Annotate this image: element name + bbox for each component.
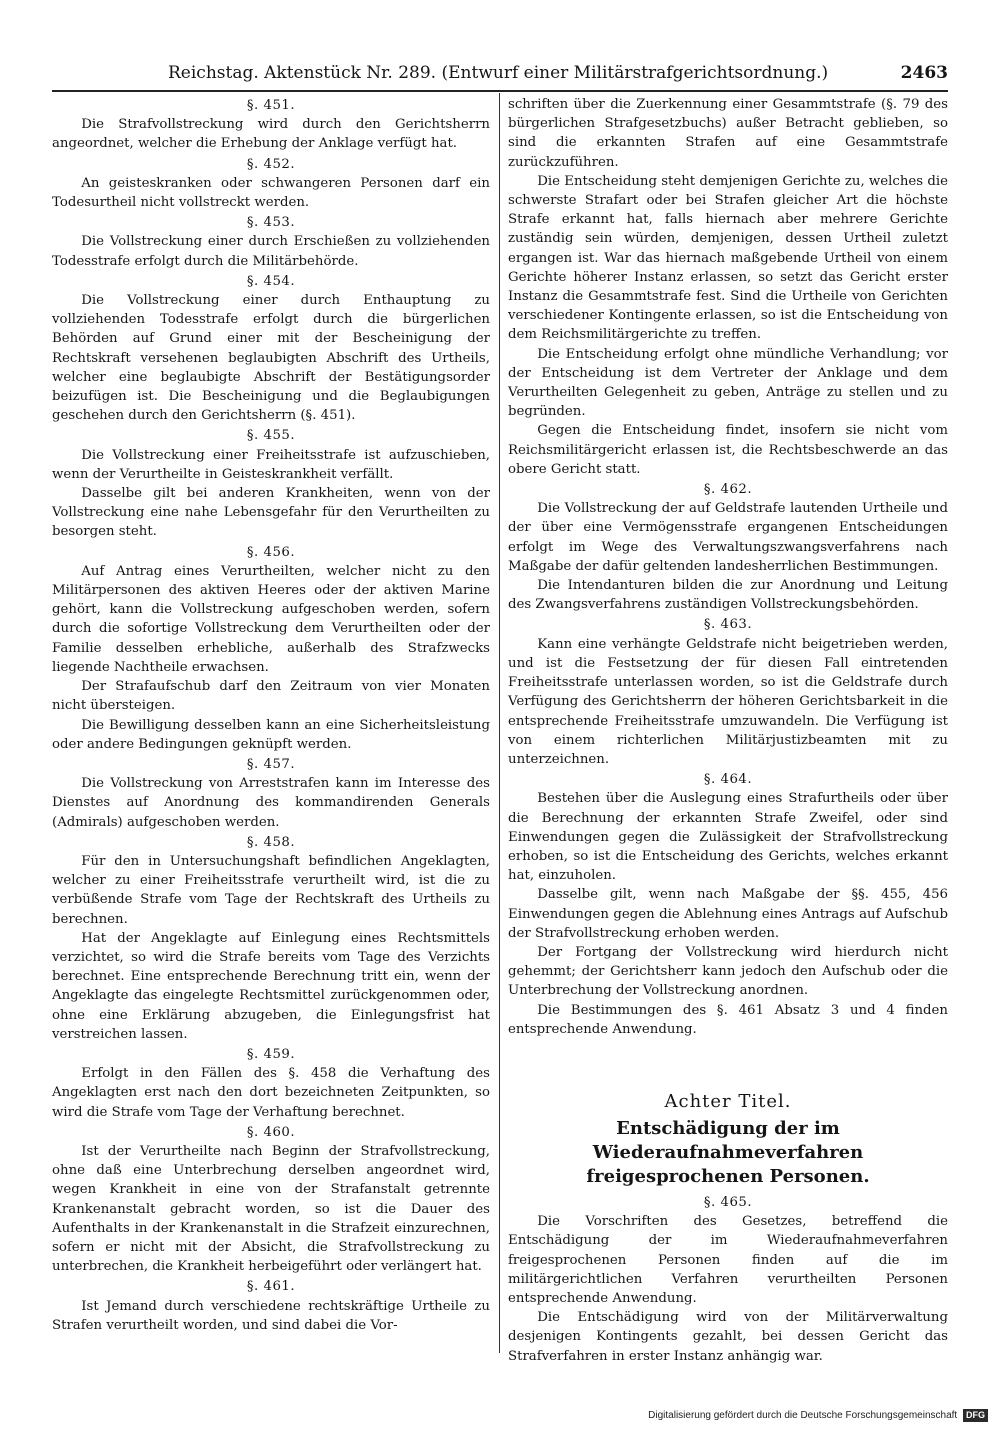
section-heading-458: §. 458. [246, 834, 296, 850]
dfg-logo: DFG [963, 1409, 988, 1422]
paragraph: Gegen die Entscheidung findet, insofern sie nicht vom Reichsmilitärgericht erlassen ist, die Rechtsbeschwerde an das obere Gericht statt. [508, 423, 948, 477]
section-heading-453: §. 453. [246, 215, 296, 231]
paragraph: Auf Antrag eines Verurtheilten, welcher nicht zu den Militärpersonen des aktiven Heeres oder der aktiven Marine gehört, kann die Vollstreckung aufgeschoben werden, sofern durch die sofortige Vollstreckung dem Verurtheilten oder der Familie desselben erhebliche, außerhalb des Strafzwecks liegende Nachtheile erwachsen. [52, 563, 490, 675]
paragraph: Ist Jemand durch verschiedene rechtskräftige Urtheile zu Strafen verurtheilt worden, und sind dabei die Vor- [52, 1298, 490, 1333]
title-heading: Entschädigung der im Wiederaufnahmeverfahren freigesprochenen Personen. [586, 1117, 870, 1187]
section-heading-464: §. 464. [703, 772, 753, 788]
section-heading-460: §. 460. [246, 1124, 296, 1140]
paragraph: Die Vollstreckung einer Freiheitsstrafe ist aufzuschieben, wenn der Verurtheilte in Geisteskrankheit verfällt. [52, 447, 490, 482]
paragraph: Die Strafvollstreckung wird durch den Gerichtsherrn angeordnet, welcher die Erhebung der Anklage verfügt hat. [52, 117, 490, 152]
section-heading-457: §. 457. [246, 756, 296, 772]
section-heading-451: §. 451. [246, 98, 296, 113]
paragraph: Kann eine verhängte Geldstrafe nicht beigetrieben werden, und ist die Festsetzung der für diesen Fall eintretenden Freiheitsstrafe unterlassen worden, so ist die Geldstrafe durch Verfügung des Gerichtsherrn der höheren Gerichtsbarkeit in die entsprechende Freiheitsstrafe umzuwandeln. Die Verfügung ist von einem richterlichen Militärjustizbeamten mit zu unterzeichnen. [508, 636, 948, 767]
left-column [52, 95, 490, 1335]
paragraph: Die Entscheidung steht demjenigen Gerichte zu, welches die schwerste Strafart oder bei Strafen gleicher Art die höchste Strafe erkannt hat, falls hiernach aber mehrere Gerichte zuständig sein würden, demjenigen, dessen Urtheil zuletzt ergangen ist. War das hiernach maßgebende Urtheil von einem Gerichte höherer Instanz erlassen, so setzt das Gericht erster Instanz die Gesammtstrafe fest. Sind die Urtheile von Gerichten verschiedener Kontingente erlassen, so ist die Entscheidung von dem Reichsmilitärgerichte zu treffen. [508, 173, 948, 343]
paragraph: Die Bewilligung desselben kann an eine Sicherheitsleistung oder andere Bedingungen geknüpft werden. [52, 717, 490, 752]
section-heading-465: §. 465. [703, 1194, 753, 1210]
section-heading-456: §. 456. [246, 544, 296, 560]
running-title: Reichstag. Aktenstück Nr. 289. (Entwurf einer Militärstrafgerichtsordnung.) [168, 63, 829, 83]
paragraph: Die Entscheidung erfolgt ohne mündliche Verhandlung; vor der Entscheidung ist dem Vertreter der Anklage und dem Verurtheilten Gelegenheit zu geben, Anträge zu stellen und zu begründen. [508, 346, 948, 420]
paragraph: Die Vollstreckung von Arreststrafen kann im Interesse des Dienstes auf Anordnung des kommandirenden Generals (Admirals) aufgeschoben werden. [52, 776, 490, 830]
paragraph: Hat der Angeklagte auf Einlegung eines Rechtsmittels verzichtet, so wird die Strafe bereits vom Tage des Verzichts berechnet. Eine entsprechende Berechnung tritt ein, wenn der Angeklagte das eingelegte Rechtsmittel zurückgenommen oder, ohne eine Erklärung abzugeben, die Einlegungsfrist hat verstreichen lassen. [52, 930, 490, 1042]
column-divider [499, 93, 500, 1353]
header-rule [52, 90, 948, 92]
paragraph: Die Vollstreckung der auf Geldstrafe lautenden Urtheile und der über eine Vermögensstrafe ergangenen Entscheidungen erfolgt im Wege des Verwaltungszwangsverfahrens nach Maßgabe der dafür geltenden landesherrlichen Bestimmungen. [508, 501, 948, 574]
credit-text: Digitalisierung gefördert durch die Deutsche Forschungsgemeinschaft [648, 1410, 958, 1421]
paragraph: Für den in Untersuchungshaft befindlichen Angeklagten, welcher zu einer Freiheitsstrafe verurtheilt wird, ist die zu verbüßende Strafe vom Tage der Rechtskraft des Urtheils zu berechnen. [52, 853, 490, 927]
section-heading-461: §. 461. [246, 1279, 296, 1295]
section-heading-459: §. 459. [246, 1046, 296, 1062]
paragraph-continued: schriften über die Zuerkennung einer Gesammtstrafe (§. 79 des bürgerlichen Strafgesetzbuchs) außer Betracht geblieben, so sind die erkannten Strafen auf eine Gesammtstrafe zurückzuführen. [508, 97, 948, 170]
paragraph: Die Bestimmungen des §. 461 Absatz 3 und 4 finden entsprechende Anwendung. [508, 1002, 948, 1037]
section-heading-454: §. 454. [246, 273, 296, 289]
paragraph: Die Vollstreckung einer durch Erschießen zu vollziehenden Todesstrafe erfolgt durch die Militärbehörde. [52, 234, 490, 269]
paragraph: Die Vollstreckung einer durch Enthauptung zu vollziehenden Todesstrafe erfolgt durch die bürgerlichen Behörden auf Grund einer mit der Bescheinigung der Rechtskraft versehenen beglaubigten Abschrift des Urtheils, welcher eine beglaubigte Abschrift der Bestätigungsorder beizufügen ist. Die Bescheinigung und die Beglaubigungen geschehen durch den Gerichtsherrn (§. 451). [52, 293, 490, 424]
page-number: 2463 [900, 63, 948, 83]
title-label: Achter Titel. [664, 1090, 792, 1112]
section-heading-455: §. 455. [246, 428, 296, 444]
paragraph: Dasselbe gilt, wenn nach Maßgabe der §§. 455, 456 Einwendungen gegen die Ablehnung eines Antrags auf Aufschub der Strafvollstreckung erhoben werden. [508, 887, 948, 941]
paragraph: Dasselbe gilt bei anderen Krankheiten, wenn von der Vollstreckung eine nahe Lebensgefahr für den Verurtheilten zu besorgen steht. [52, 486, 490, 540]
paragraph: Die Intendanturen bilden die zur Anordnung und Leitung des Zwangsverfahrens zuständigen Vollstreckungsbehörden. [508, 578, 948, 613]
right-column [508, 95, 948, 1366]
paragraph: An geisteskranken oder schwangeren Personen darf ein Todesurtheil nicht vollstreckt werden. [52, 175, 490, 211]
paragraph: Der Strafaufschub darf den Zeitraum von vier Monaten nicht übersteigen. [52, 679, 490, 714]
section-heading-462: §. 462. [703, 482, 753, 498]
paragraph: Die Entschädigung wird von der Militärverwaltung desjenigen Kontingents gezahlt, bei dessen Gericht das Strafverfahren in erster Instanz anhängig war. [508, 1310, 948, 1364]
paragraph: Ist der Verurtheilte nach Beginn der Strafvollstreckung, ohne daß eine Unterbrechung derselben angeordnet wird, wegen Krankheit in eine von der Strafanstalt getrennte Krankenanstalt gebracht worden, so ist die Dauer des Aufenthalts in der Krankenanstalt in die Strafzeit einzurechnen, sofern er nicht mit der Absicht, die Strafvollstreckung zu unterbrechen, die Krankheit herbeigeführt oder verlängert hat. [52, 1143, 490, 1275]
page-header [168, 58, 948, 88]
digitization-credit [648, 1406, 988, 1426]
paragraph: Bestehen über die Auslegung eines Strafurtheils oder über die Berechnung der erkannten Strafe Zweifel, oder sind Einwendungen gegen die Zulässigkeit der Strafvollstreckung erhoben, so ist die Entscheidung des Gerichts, welches erkannt hat, einzuholen. [508, 791, 948, 884]
section-heading-452: §. 452. [246, 156, 296, 172]
paragraph: Die Vorschriften des Gesetzes, betreffend die Entschädigung der im Wiederaufnahmeverfahren freigesprochenen Personen finden auf die im militärgerichtlichen Verfahren verurtheilten Personen entsprechende Anwendung. [508, 1214, 948, 1306]
section-heading-463: §. 463. [703, 617, 753, 633]
paragraph: Der Fortgang der Vollstreckung wird hierdurch nicht gehemmt; der Gerichtsherr kann jedoch den Aufschub oder die Unterbrechung der Vollstreckung anordnen. [508, 944, 948, 999]
paragraph: Erfolgt in den Fällen des §. 458 die Verhaftung des Angeklagten erst nach den dort bezeichneten Zeitpunkten, so wird die Strafe vom Tage der Verhaftung berechnet. [52, 1066, 490, 1120]
